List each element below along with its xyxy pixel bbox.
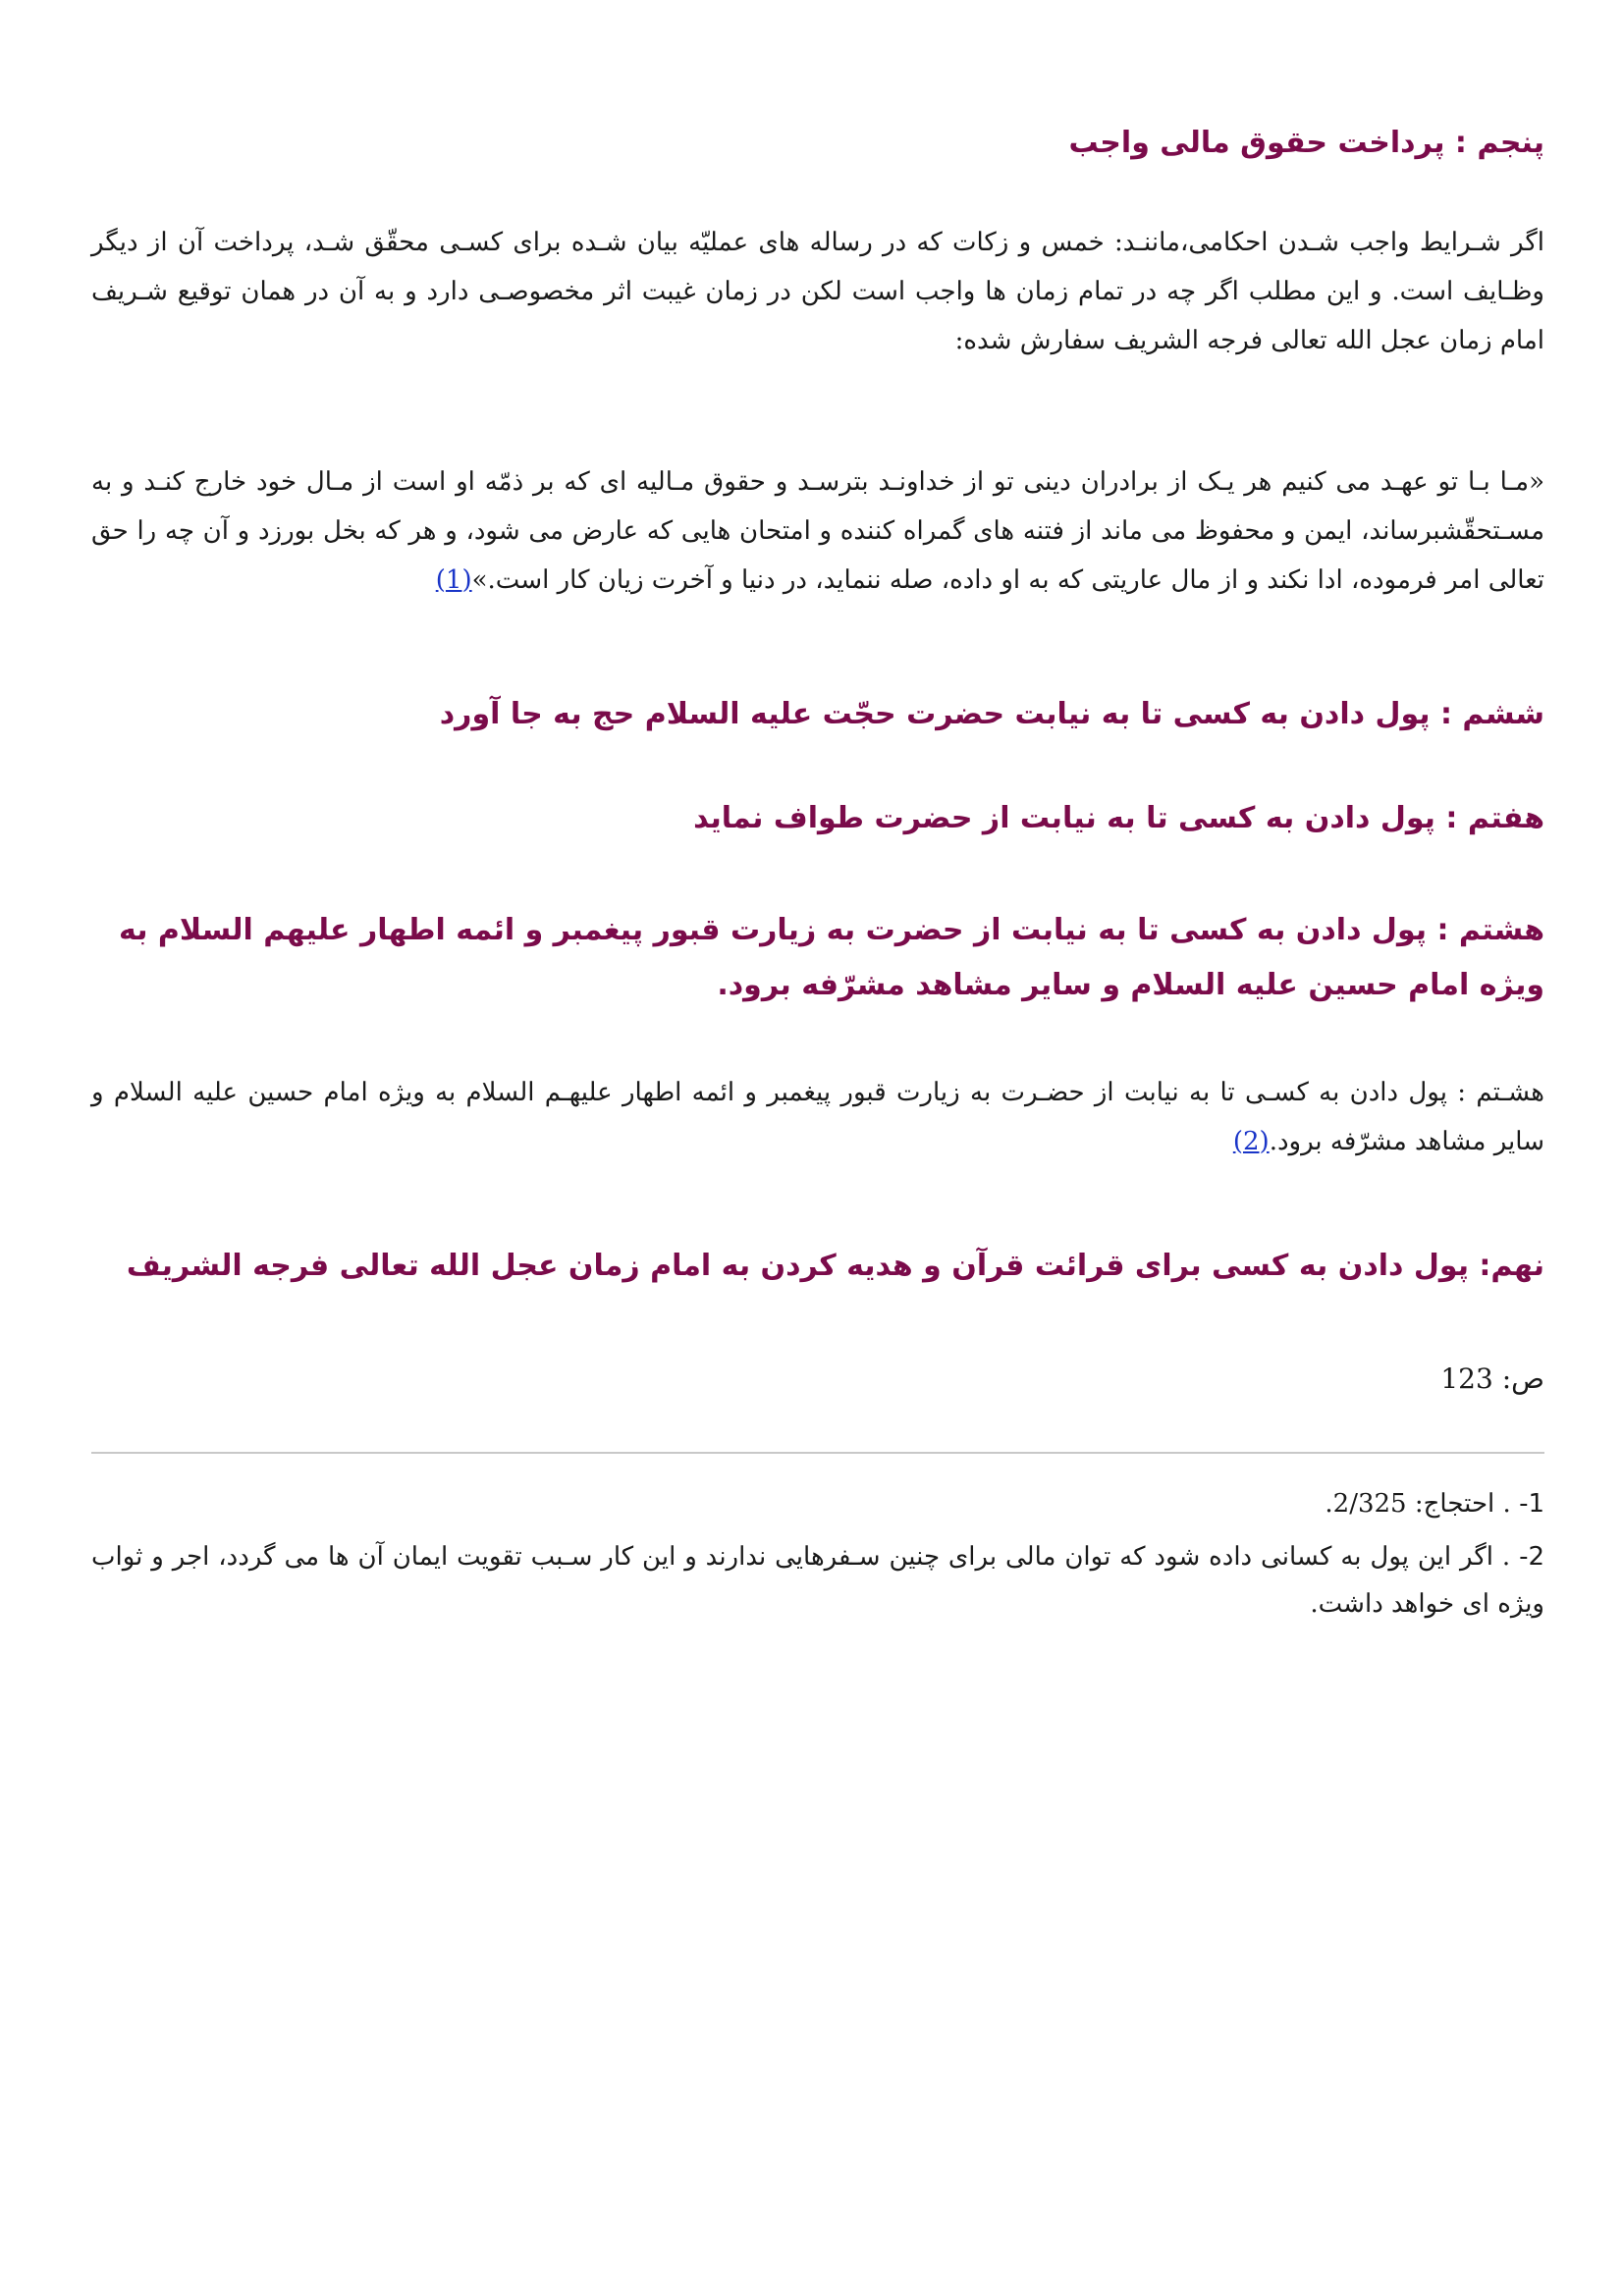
page-number: ص: 123 [1440, 1362, 1544, 1395]
footnote-1-text: . احتجاج: 2/325. [1325, 1489, 1520, 1519]
footnote-2-number: 2- [1519, 1542, 1544, 1572]
footnote-1 [91, 1480, 1544, 1527]
section-heading-5: پنجم : پرداخت حقوق مالی واجب [1068, 126, 1544, 160]
paragraph-8-text: هشـتم : پول دادن به کسـی تا به نیابت از حضـرت به زیارت قبور پیغمبر و ائمه اطهار علیهـم السلام به ویژه امام حسین علیه السلام و سایر مشاهد مشرّفه برود. [91, 1078, 1544, 1156]
footnote-2 [91, 1533, 1544, 1628]
footnote-link-1[interactable]: (1) [435, 565, 472, 595]
section-heading-6: ششم : پول دادن به کسی تا به نیابت حضرت حجّت علیه السلام حج به جا آورد [439, 697, 1544, 731]
quote-text: «مـا بـا تو عهـد می کنیم هر یـک از برادران دینی تو از خداونـد بترسـد و حقوق مـالیه ای که بر ذمّه او است از مـال خود خارج کنـد و به مسـتحقّشبرساند، ایمن و محفوظ می ماند از فتنه های گمراه کننده و امتحان هایی که عارض می شود، و هر که بخل بورزد و آن چه را حق تعالی امر فرموده، ادا نکند و از مال عاریتی که به او داده، صله ننماید، در دنیا و آخرت زیان کار است.» [91, 467, 1544, 595]
section-heading-8: هشتم : پول دادن به کسی تا به نیابت از حضرت به زیارت قبور پیغمبر و ائمه اطهار علیهم السلام به ویژه امام حسین علیه السلام و سایر مشاهد مشرّفه برود. [119, 913, 1544, 1002]
footnote-1-number: 1- [1519, 1489, 1544, 1519]
quote-paragraph [91, 457, 1544, 605]
footnote-divider [91, 1452, 1544, 1454]
section-heading-7: هفتم : پول دادن به کسی تا به نیابت از حضرت طواف نماید [693, 801, 1544, 835]
footnote-2-text: . اگر این پول به کسانی داده شود که توان مالی برای چنین سـفرهایی ندارند و این کار سـبب تقویت ایمان آن ها می گردد، اجر و ثواب ویژه ای خواهد داشت. [91, 1542, 1544, 1619]
section-heading-9: نهم: پول دادن به کسی برای قرائت قرآن و هدیه کردن به امام زمان عجل الله تعالی فرجه الشریف [126, 1249, 1544, 1283]
paragraph-8 [91, 1068, 1544, 1166]
footnote-link-2[interactable]: (2) [1232, 1127, 1270, 1156]
paragraph-5: اگر شـرایط واجب شـدن احکامی،ماننـد: خمس و زکات که در رساله های عملیّه بیان شـده برای کسـی محقّق شـد، پرداخت آن از دیگر وظـایف است. و این مطلب اگر چه در تمام زمان ها واجب است لکن در زمان غیبت اثر مخصوصـی دارد و به آن در همان توقیع شـریف امام زمان عجل الله تعالی فرجه الشریف سفارش شده: [91, 228, 1544, 355]
